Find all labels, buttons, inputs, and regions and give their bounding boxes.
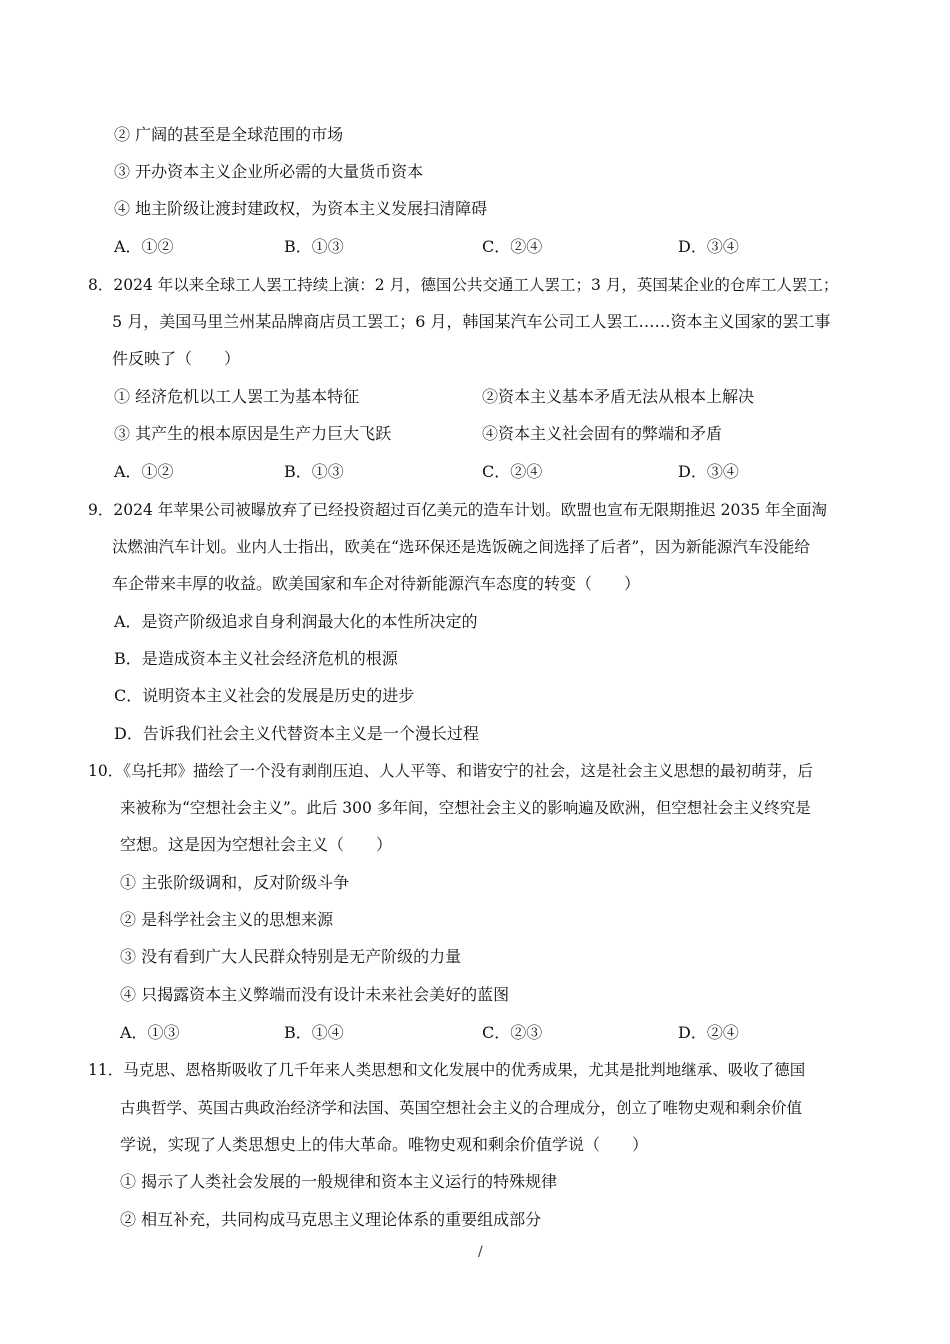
q7-item-2: ② 广阔的甚至是全球范围的市场 — [114, 125, 344, 144]
q9-choice-c: C．说明资本主义社会的发展是历史的进步 — [114, 686, 415, 705]
q11-item-2: ② 相互补充，共同构成马克思主义理论体系的重要组成部分 — [120, 1210, 542, 1229]
q8-item-4: ④资本主义社会固有的弊端和矛盾 — [482, 424, 723, 443]
q9-stem-line-1: 9．2024 年苹果公司被曝放弃了已经投资超过百亿美元的造车计划。欧盟也宣布无限期推迟 2035 年全面淘 — [88, 501, 828, 519]
q7-item-3: ③ 开办资本主义企业所必需的大量货币资本 — [114, 162, 424, 181]
q8-item-2: ②资本主义基本矛盾无法从根本上解决 — [482, 387, 755, 406]
q10-item-4: ④ 只揭露资本主义弊端而没有设计未来社会美好的蓝图 — [120, 985, 510, 1004]
q9-choice-d: D．告诉我们社会主义代替资本主义是一个漫长过程 — [114, 724, 479, 743]
q7-item-4: ④ 地主阶级让渡封建政权，为资本主义发展扫清障碍 — [114, 199, 488, 218]
q11-item-1: ① 揭示了人类社会发展的一般规律和资本主义运行的特殊规律 — [120, 1172, 558, 1191]
q10-stem-line-3: 空想。这是因为空想社会主义（ ） — [120, 835, 393, 854]
q10-choice-c: C．②③ — [482, 1023, 543, 1042]
q10-choice-d: D．②④ — [678, 1023, 739, 1042]
q8-stem-line-2: 5 月，美国马里兰州某品牌商店员工罢工；6 月，韩国某汽车公司工人罢工……资本主义国家的罢工事 — [112, 312, 831, 331]
q8-stem-line-1: 8．2024 年以来全球工人罢工持续上演：2 月，德国公共交通工人罢工；3 月，英国某企业的仓库工人罢工； — [88, 276, 839, 294]
q7-choice-c: C．②④ — [482, 237, 543, 256]
q8-choice-a: A．①② — [114, 462, 174, 481]
q11-stem-line-2: 古典哲学、英国古典政治经济学和法国、英国空想社会主义的合理成分，创立了唯物史观和剩余价值 — [120, 1099, 803, 1117]
q10-stem-line-1: 10．《乌托邦》描绘了一个没有剥削压迫、人人平等、和谐安宁的社会，这是社会主义思想的最初萌芽，后 — [88, 762, 813, 780]
q7-choice-d: D．③④ — [678, 237, 739, 256]
q9-choice-a: A．是资产阶级追求自身利润最大化的本性所决定的 — [114, 612, 478, 631]
q8-choice-b: B．①③ — [284, 462, 344, 481]
page-number-mark: / — [478, 1244, 483, 1260]
q10-choice-b: B．①④ — [284, 1023, 344, 1042]
q9-stem-line-2: 汰燃油汽车计划。业内人士指出，欧美在“选环保还是选饭碗之间选择了后者”，因为新能源汽车没能给 — [112, 538, 810, 556]
q8-choice-d: D．③④ — [678, 462, 739, 481]
q8-item-1: ① 经济危机以工人罢工为基本特征 — [114, 387, 360, 406]
q8-choice-c: C．②④ — [482, 462, 543, 481]
q8-stem-line-3: 件反映了（ ） — [112, 349, 241, 368]
q10-choice-a: A．①③ — [120, 1023, 180, 1042]
q9-choice-b: B．是造成资本主义社会经济危机的根源 — [114, 649, 398, 668]
q10-item-1: ① 主张阶级调和，反对阶级斗争 — [120, 873, 350, 892]
q8-item-3: ③ 其产生的根本原因是生产力巨大飞跃 — [114, 424, 392, 443]
q10-item-3: ③ 没有看到广大人民群众特别是无产阶级的力量 — [120, 947, 462, 966]
q7-choice-a: A．①② — [114, 237, 174, 256]
q10-item-2: ② 是科学社会主义的思想来源 — [120, 910, 334, 929]
q11-stem-line-1: 11．马克思、恩格斯吸收了几千年来人类思想和文化发展中的优秀成果，尤其是批判地继承、吸收了德国 — [88, 1061, 806, 1079]
q9-stem-line-3: 车企带来丰厚的收益。欧美国家和车企对待新能源汽车态度的转变（ ） — [112, 574, 641, 593]
q7-choice-b: B．①③ — [284, 237, 344, 256]
q11-stem-line-3: 学说，实现了人类思想史上的伟大革命。唯物史观和剩余价值学说（ ） — [120, 1135, 649, 1154]
q10-stem-line-2: 来被称为“空想社会主义”。此后 300 多年间，空想社会主义的影响遍及欧洲，但空想社会主义终究是 — [120, 799, 811, 817]
